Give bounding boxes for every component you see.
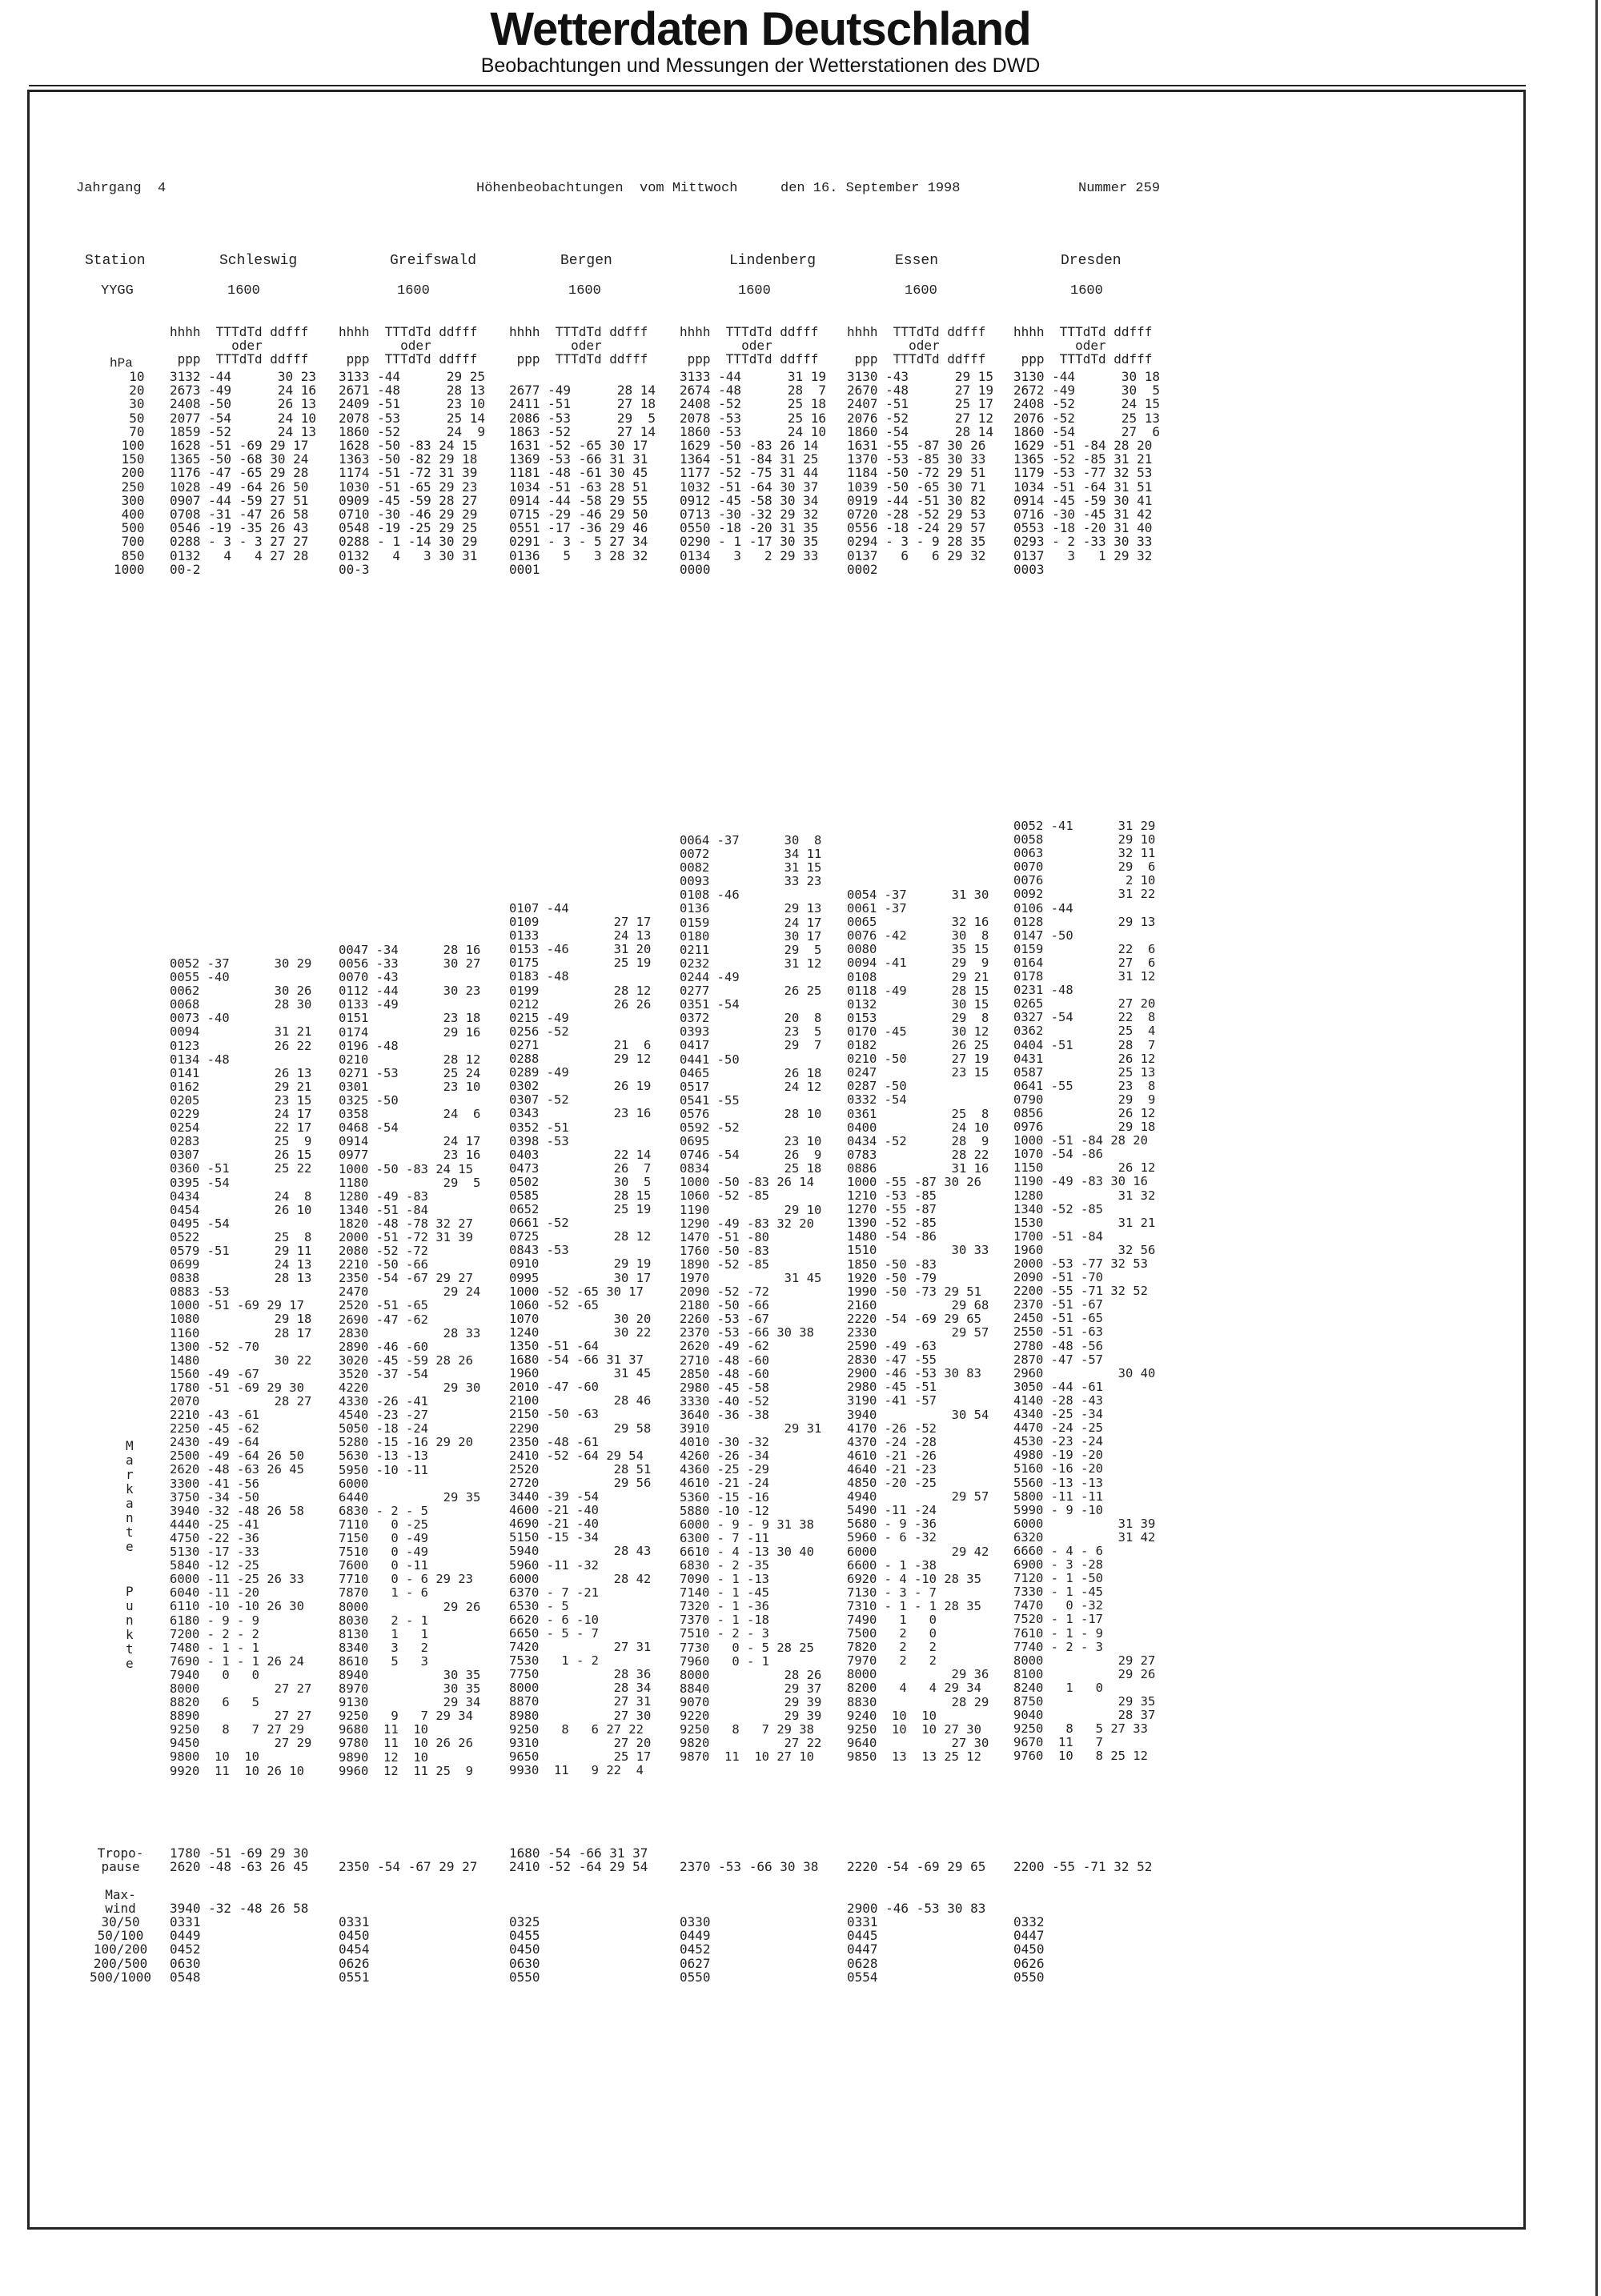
std-levels-schleswig: 3132 -44 30 23 2673 -49 24 16 2408 -50 26 13 2077 -54 24 10 1859 -52 24 13 1628 -51 -69 29 17 1365 -50 -68 30 24 1176 -47 -65 29 28 1028 -49 -64 26 50 0907 -44 -59 27 51 0708 -31 -47 26 58 0546 -19 -35 26 43 0288 - 3 - 3 27 27 0132 4 4 27 28 00-2 bbox=[170, 369, 317, 577]
column-header-lindenberg: hhhh TTTdTd ddfff oder ppp TTTdTd ddfff bbox=[680, 324, 819, 367]
sig-points-dresden: 0052 -41 31 29 0058 29 10 0063 32 11 0070 29 6 0076 2 10 0092 31 22 0106 -44 0128 29 13 0147 -50 0159 22 6 0164 27 6 0178 31 12 0231 -48 0265 27 20 0327 -54 22 8 0362 25 4 0404 -51 28 7 0431 26 12 0587 25 13 0641 -55 23 8 0790 29 9 0856 26 12 0976 29 18 1000 -51 -84 28 20 1070 -54 -86 1150 26 12 1190 -49 -83 30 16 1280 31 32 1340 -52 -85 1530 31 21 1700 -51 -84 1960 32 56 2000 -53 -77 32 53 2090 -51 -70 2200 -55 -71 32 52 2370 -51 -67 2450 -51 -65 2550 -51 -63 2780 -48 -56 2870 -47 -57 2960 30 40 3050 -44 -61 4140 -28 -43 4340 -25 -34 4470 -24 -25 4530 -23 -24 4980 -19 -20 5160 -16 -20 5560 -13 -13 5800 -11 -11 5990 - 9 -10 6000 31 39 6320 31 42 6660 - 4 - 6 6900 - 3 -28 7120 - 1 -50 7330 - 1 -45 7470 0 -32 7520 - 1 -17 7610 - 1 - 9 7740 - 2 - 3 8000 29 27 8100 29 26 8240 1 0 8750 29 35 9040 28 37 9250 8 5 27 33 9670 11 7 9760 10 8 25 12 bbox=[1013, 819, 1156, 1764]
station-name-dresden: Dresden bbox=[1061, 253, 1122, 269]
std-levels-greifswald: 3133 -44 29 25 2671 -48 28 13 2409 -51 23 10 2078 -53 25 14 1860 -52 24 9 1628 -50 -83 24 15 1363 -50 -82 29 18 1174 -51 -72 31 39 1030 -51 -65 29 23 0909 -45 -59 28 27 0710 -30 -46 29 29 0548 -19 -25 29 25 0288 - 1 -14 30 29 0132 4 3 30 31 00-3 bbox=[339, 369, 486, 577]
bottom-schleswig: 1780 -51 -69 29 30 2620 -48 -63 26 45 3940 -32 -48 26 58 0331 0449 0452 0630 0548 bbox=[170, 1845, 309, 1985]
sig-points-schleswig: 0052 -37 30 29 0055 -40 0062 30 26 0068 28 30 0073 -40 0094 31 21 0123 26 22 0134 -48 0141 26 13 0162 29 21 0205 23 15 0229 24 17 0254 22 17 0283 25 9 0307 26 15 0360 -51 25 22 0395 -54 0434 24 8 0454 26 10 0495 -54 0522 25 8 0579 -51 29 11 0699 24 13 0838 28 13 0883 -53 1000 -51 -69 29 17 1080 29 18 1160 28 17 1300 -52 -70 1480 30 22 1560 -49 -67 1780 -51 -69 29 30 2070 28 27 2210 -43 -61 2250 -45 -62 2430 -49 -64 2500 -49 -64 26 50 2620 -48 -63 26 45 3300 -41 -56 3750 -34 -50 3940 -32 -48 26 58 4440 -25 -41 4750 -22 -36 5130 -17 -33 5840 -12 -25 6000 -11 -25 26 33 6040 -11 -20 6110 -10 -10 26 30 6180 - 9 - 9 7200 - 2 - 2 7480 - 1 - 1 7690 - 1 - 1 26 24 7940 0 0 8000 27 27 8820 6 5 8890 27 27 9250 8 7 27 29 9450 27 29 9800 10 10 9920 11 10 26 10 bbox=[170, 956, 312, 1778]
sig-points-greifswald: 0047 -34 28 16 0056 -33 30 27 0070 -43 0112 -44 30 23 0133 -49 0151 23 18 0174 29 16 0196 -48 0210 28 12 0271 -53 25 24 0301 23 10 0325 -50 0358 24 6 0468 -54 0914 24 17 0977 23 16 1000 -50 -83 24 15 1180 29 5 1280 -49 -83 1340 -51 -84 1820 -48 -78 32 27 2000 -51 -72 31 39 2080 -52 -72 2210 -50 -66 2350 -54 -67 29 27 2470 29 24 2520 -51 -65 2690 -47 -62 2830 28 33 2890 -46 -60 3020 -45 -59 28 26 3520 -37 -54 4220 29 30 4330 -26 -41 4540 -23 -27 5050 -18 -24 5280 -15 -16 29 20 5630 -13 -13 5950 -10 -11 6000 6440 29 35 6830 - 2 - 5 7110 0 -25 7150 0 -49 7510 0 -49 7600 0 -11 7710 0 - 6 29 23 7870 1 - 6 8000 29 26 8030 2 - 1 8130 1 1 8340 3 2 8610 5 3 8940 30 35 8970 30 35 9130 29 34 9250 9 7 29 34 9680 11 10 9780 11 10 26 26 9890 12 10 9960 12 11 25 9 bbox=[339, 943, 481, 1778]
column-header-greifswald: hhhh TTTdTd ddfff oder ppp TTTdTd ddfff bbox=[339, 324, 478, 367]
std-levels-lindenberg: 3133 -44 31 19 2674 -48 28 7 2408 -52 25 18 2078 -53 25 16 1860 -53 24 10 1629 -50 -83 26 14 1364 -51 -84 31 25 1177 -52 -75 31 44 1032 -51 -64 30 37 0912 -45 -58 30 34 0713 -30 -32 29 32 0550 -18 -20 31 35 0290 - 1 -17 30 35 0134 3 2 29 33 0000 bbox=[680, 369, 827, 577]
std-levels-essen: 3130 -43 29 15 2670 -48 27 19 2407 -51 25 17 2076 -52 27 12 1860 -54 28 14 1631 -55 -87 30 26 1370 -53 -85 30 33 1184 -50 -72 29 51 1039 -50 -65 30 71 0919 -44 -51 30 82 0720 -28 -52 29 53 0556 -18 -24 29 57 0294 - 3 - 9 28 35 0137 6 6 29 32 0002 bbox=[847, 369, 994, 577]
header-rule bbox=[29, 85, 1526, 86]
yygg-label: YYGG bbox=[101, 283, 134, 299]
column-header-bergen: hhhh TTTdTd ddfff oder ppp TTTdTd ddfff bbox=[509, 324, 648, 367]
report-number: Nummer 259 bbox=[1078, 181, 1161, 196]
report-kind: Höhenbeobachtungen vom Mittwoch bbox=[476, 181, 738, 196]
std-levels-dresden: 3130 -44 30 18 2672 -49 30 5 2408 -52 24 15 2076 -52 25 13 1860 -54 27 6 1629 -51 -84 28 20 1365 -52 -85 31 21 1179 -53 -77 32 53 1034 -51 -64 31 51 0914 -45 -59 30 41 0716 -30 -45 31 42 0553 -18 -20 31 40 0293 - 2 -33 30 33 0137 3 1 29 32 0003 bbox=[1013, 369, 1161, 577]
bottom-essen: 2220 -54 -69 29 65 2900 -46 -53 30 83 0331 0445 0447 0628 0554 bbox=[847, 1859, 986, 1985]
sig-points-bergen: 0107 -44 0109 27 17 0133 24 13 0153 -46 31 20 0175 25 19 0183 -48 0199 28 12 0212 26 26 0215 -49 0256 -52 0271 21 6 0288 29 12 0289 -49 0302 26 19 0307 -52 0343 23 16 0352 -51 0398 -53 0403 22 14 0473 26 7 0502 30 5 0585 28 15 0652 25 19 0661 -52 0725 28 12 0843 -53 0910 29 19 0995 30 17 1000 -52 -65 30 17 1060 -52 -65 1070 30 20 1240 30 22 1350 -51 -64 1680 -54 -66 31 37 1960 31 45 2010 -47 -60 2100 28 46 2150 -50 -63 2290 29 58 2350 -48 -61 2410 -52 -64 29 54 2520 28 51 2720 29 56 3440 -39 -54 4600 -21 -40 4690 -21 -40 5150 -15 -34 5940 28 43 5960 -11 -32 6000 28 42 6370 - 7 -21 6530 - 5 6620 - 6 -10 6650 - 5 - 7 7420 27 31 7530 1 - 2 7750 28 36 8000 28 34 8870 27 31 8980 27 30 9250 8 6 27 22 9310 27 20 9650 25 17 9930 11 9 22 4 bbox=[509, 901, 652, 1777]
page-subtitle: Beobachtungen und Messungen der Wetterstationen des DWD bbox=[480, 54, 1041, 77]
bottom-lindenberg: 2370 -53 -66 30 38 0330 0449 0452 0627 0550 bbox=[680, 1859, 819, 1985]
bottom-row-labels: Tropo- pause Max- wind 30/50 50/100 100/200 200/500 500/1000 bbox=[90, 1845, 152, 1985]
station-time-lindenberg: 1600 bbox=[738, 283, 771, 299]
column-header-essen: hhhh TTTdTd ddfff oder ppp TTTdTd ddfff bbox=[847, 324, 986, 367]
report-date: den 16. September 1998 bbox=[780, 181, 961, 196]
year-label: Jahrgang 4 bbox=[76, 181, 167, 196]
station-time-essen: 1600 bbox=[905, 283, 937, 299]
station-name-schleswig: Schleswig bbox=[219, 253, 298, 269]
station-time-bergen: 1600 bbox=[568, 283, 601, 299]
station-name-greifswald: Greifswald bbox=[390, 253, 477, 269]
bottom-bergen: 1680 -54 -66 31 37 2410 -52 -64 29 54 0325 0455 0450 0630 0550 bbox=[509, 1845, 648, 1985]
sig-points-lindenberg: 0064 -37 30 8 0072 34 11 0082 31 15 0093 33 23 0108 -46 0136 29 13 0159 24 17 0180 30 17 0211 29 5 0232 31 12 0244 -49 0277 26 25 0351 -54 0372 20 8 0393 23 5 0417 29 7 0441 -50 0465 26 18 0517 24 12 0541 -55 0576 28 10 0592 -52 0695 23 10 0746 -54 26 9 0834 25 18 1000 -50 -83 26 14 1060 -52 -85 1190 29 10 1290 -49 -83 32 20 1470 -51 -80 1760 -50 -83 1890 -52 -85 1970 31 45 2090 -52 -72 2180 -50 -66 2260 -53 -67 2370 -53 -66 30 38 2620 -49 -62 2710 -48 -60 2850 -48 -60 2980 -45 -58 3330 -40 -52 3640 -36 -38 3910 29 31 4010 -30 -32 4260 -26 -34 4360 -25 -29 4610 -21 -24 5360 -15 -16 5880 -10 -12 6000 - 9 - 9 31 38 6300 - 7 -11 6610 - 4 -13 30 40 6830 - 2 -35 7090 - 1 -13 7140 - 1 -45 7320 - 1 -36 7370 - 1 -18 7510 - 2 - 3 7730 0 - 5 28 25 7960 0 - 1 8000 28 26 8840 29 37 9070 29 39 9220 29 39 9250 8 7 29 38 9820 27 22 9870 11 10 27 10 bbox=[680, 833, 822, 1765]
station-name-lindenberg: Lindenberg bbox=[729, 253, 817, 269]
std-levels-bergen: 2677 -49 28 14 2411 -51 27 18 2086 -53 29 5 1863 -52 27 14 1631 -52 -65 30 17 1369 -53 -66 31 31 1181 -48 -61 30 45 1034 -51 -63 28 51 0914 -44 -58 29 55 0715 -29 -46 29 50 0551 -17 -36 29 46 0291 - 3 - 5 27 34 0136 5 3 28 32 0001 bbox=[509, 383, 656, 577]
station-time-dresden: 1600 bbox=[1070, 283, 1103, 299]
station-label: Station bbox=[85, 253, 146, 269]
bottom-greifswald: 2350 -54 -67 29 27 0331 0450 0454 0626 0551 bbox=[339, 1859, 478, 1985]
station-time-schleswig: 1600 bbox=[227, 283, 260, 299]
station-name-bergen: Bergen bbox=[560, 253, 612, 269]
markante-label: M a r k a n t e bbox=[126, 1438, 134, 1554]
station-time-greifswald: 1600 bbox=[397, 283, 430, 299]
bottom-dresden: 2200 -55 -71 32 52 0332 0447 0450 0626 0550 bbox=[1013, 1859, 1153, 1985]
punkte-label: P u n k t e bbox=[126, 1584, 134, 1671]
page-title: Wetterdaten Deutschland bbox=[490, 3, 1031, 55]
hpa-label: hPa bbox=[110, 356, 133, 371]
column-header-schleswig: hhhh TTTdTd ddfff oder ppp TTTdTd ddfff bbox=[170, 324, 309, 367]
column-header-dresden: hhhh TTTdTd ddfff oder ppp TTTdTd ddfff bbox=[1013, 324, 1153, 367]
sig-points-essen: 0054 -37 31 30 0061 -37 0065 32 16 0076 -42 30 8 0080 35 15 0094 -41 29 9 0108 29 21 0118 -49 28 15 0132 30 15 0153 29 8 0170 -45 30 12 0182 26 25 0210 -50 27 19 0247 23 15 0287 -50 0332 -54 0361 25 8 0400 24 10 0434 -52 28 9 0783 28 22 0886 31 16 1000 -55 -87 30 26 1210 -53 -85 1270 -55 -87 1390 -52 -85 1480 -54 -86 1510 30 33 1850 -50 -83 1920 -50 -79 1990 -50 -73 29 51 2160 29 68 2220 -54 -69 29 65 2330 29 57 2590 -49 -63 2830 -47 -55 2900 -46 -53 30 83 2980 -45 -51 3190 -41 -57 3940 30 54 4170 -26 -52 4370 -24 -28 4610 -21 -26 4640 -21 -23 4850 -20 -25 4940 29 57 5490 -11 -24 5680 - 9 -36 5960 - 6 -32 6000 29 42 6600 - 1 -38 6920 - 4 -10 28 35 7130 - 3 - 7 7310 - 1 - 1 28 35 7490 1 0 7500 2 0 7820 2 2 7970 2 2 8000 29 36 8200 4 4 29 34 8830 28 29 9240 10 10 9250 10 10 27 30 9640 27 30 9850 13 13 25 12 bbox=[847, 888, 989, 1764]
station-name-essen: Essen bbox=[895, 253, 939, 269]
pressure-levels: 10 20 30 50 70 100 150 200 250 300 400 500 700 850 1000 bbox=[114, 369, 145, 577]
right-edge-line bbox=[1595, 0, 1598, 2296]
